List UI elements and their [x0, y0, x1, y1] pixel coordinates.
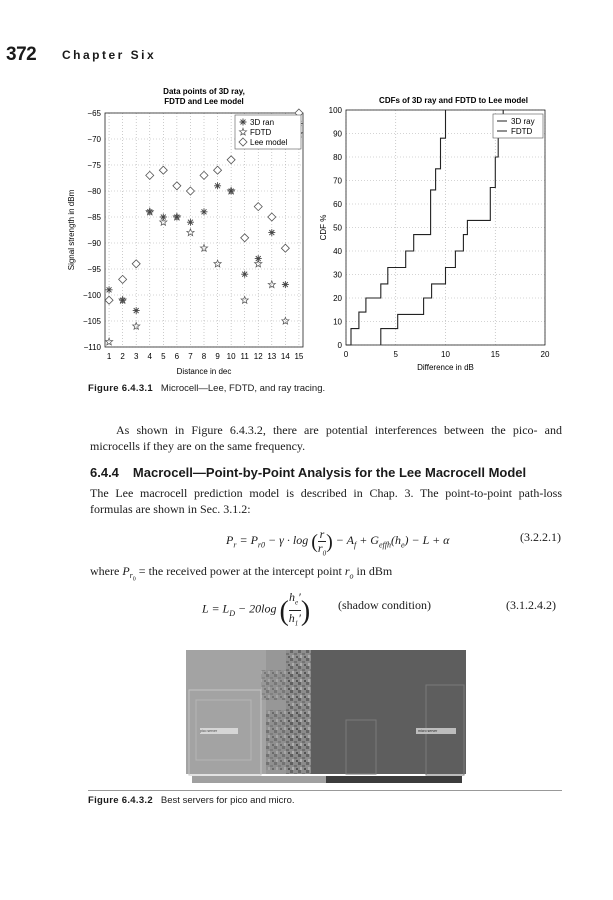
- legend-label: 3D ran: [250, 118, 275, 127]
- x-tick-label: 2: [120, 352, 125, 361]
- data-point: [227, 156, 235, 164]
- page-number: 372: [6, 44, 37, 65]
- figure-2-caption: [88, 795, 295, 806]
- data-point: [146, 171, 154, 179]
- data-point: [214, 182, 221, 189]
- y-tick-label: 60: [333, 200, 342, 209]
- data-point: [187, 219, 194, 226]
- figure-1-caption: [88, 383, 325, 394]
- inset-label-left: pico server: [200, 729, 218, 733]
- y-tick-label: −85: [87, 213, 101, 222]
- figure-2-rule: [88, 790, 562, 791]
- equation-2-number: (3.1.2.4.2): [506, 598, 556, 612]
- x-tick-label: 11: [240, 352, 249, 361]
- scatter-title: FDTD and Lee model: [164, 97, 244, 106]
- x-tick-label: 1: [106, 352, 112, 361]
- equation-3-1-2-4-2: $L = L_D - 20\log$ ( $\frac{h_e'}{h_1'}$ ): [202, 590, 311, 628]
- paragraph-2: The Lee macrocell prediction model is described in Chap. 3. The point-to-point path-loss formulas are shown in Sec. 3.1.2:: [90, 486, 562, 516]
- section-heading: [90, 465, 526, 480]
- figure-2-label: Figure 6.4.3.2: [88, 795, 153, 806]
- x-tick-label: 15: [490, 350, 500, 359]
- y-tick-label: 100: [328, 106, 342, 115]
- x-tick-label: 15: [294, 352, 304, 361]
- data-point: [281, 244, 289, 252]
- data-point: [105, 296, 113, 304]
- x-tick-label: 5: [393, 350, 398, 359]
- data-point: [268, 213, 276, 221]
- figure-1-label: Figure 6.4.3.1: [88, 383, 153, 394]
- y-tick-label: 70: [333, 176, 342, 186]
- cdf-chart: [319, 96, 550, 372]
- x-tick-label: 3: [133, 352, 139, 361]
- legend-marker: [240, 119, 247, 126]
- scatter-title: Data points of 3D ray,: [163, 87, 245, 96]
- figure-6-4-3-1: [50, 85, 570, 380]
- data-point: [200, 171, 208, 179]
- y-tick-label: 30: [333, 270, 342, 280]
- legend-label: FDTD: [511, 127, 533, 136]
- y-tick-label: −105: [82, 317, 101, 326]
- data-point: [159, 166, 167, 174]
- data-point: [241, 271, 248, 278]
- legend-label: Lee model: [250, 138, 288, 147]
- x-axis-label: Difference in dB: [417, 363, 474, 372]
- y-tick-label: 80: [333, 153, 342, 162]
- chapter-header: Chapter Six: [62, 48, 157, 62]
- y-tick-label: 10: [333, 317, 342, 327]
- scatter-chart: [67, 87, 304, 376]
- data-point: [241, 234, 249, 242]
- where-rest: = the received power at the intercept point: [135, 564, 342, 578]
- y-tick-label: −80: [87, 187, 101, 196]
- x-axis-label: Distance in dec: [176, 367, 232, 376]
- paragraph-1: As shown in Figure 6.4.3.2, there are potential interferences between the pico- and microcells if they are on the same frequency.: [90, 423, 562, 453]
- data-point: [254, 203, 262, 211]
- y-tick-label: −95: [87, 265, 101, 274]
- data-point: [214, 166, 222, 174]
- figure-6-4-3-2-image: [186, 650, 466, 785]
- data-point: [186, 187, 194, 195]
- x-tick-label: 10: [441, 350, 450, 359]
- y-tick-label: −110: [83, 343, 101, 352]
- y-tick-label: −70: [87, 135, 101, 144]
- equation-2-condition: (shadow condition): [338, 598, 431, 612]
- x-tick-label: 20: [540, 350, 550, 359]
- data-point: [160, 214, 167, 221]
- data-point: [133, 307, 140, 314]
- y-tick-label: 40: [333, 247, 342, 256]
- section-title: Macrocell—Point-by-Point Analysis for the Lee Macrocell Model: [132, 465, 527, 480]
- y-tick-label: 50: [333, 223, 342, 233]
- inset-label-right: micro server: [418, 729, 438, 733]
- data-point: [187, 229, 194, 236]
- x-tick-label: 0: [343, 350, 349, 359]
- where-tail: in dBm: [356, 564, 393, 578]
- where-prefix: where: [90, 564, 120, 578]
- x-tick-label: 5: [161, 352, 166, 361]
- y-axis-label: Signal strength in dBm: [67, 189, 76, 271]
- data-point: [119, 275, 127, 283]
- figure-2-caption-text: Best servers for pico and micro.: [160, 795, 295, 806]
- legend-label: 3D ray: [511, 117, 535, 126]
- equation-3-2-2-1: $P_r = P_{r0} - \gamma \cdot \log$ ( $\frac{r}{r_0}$ ) − $A_f + G_{effh}(h_e) - L + \alpha$: [226, 527, 450, 558]
- data-point: [132, 260, 140, 268]
- y-tick-label: 90: [333, 129, 342, 139]
- data-point: [173, 182, 181, 190]
- equation-1-number: (3.2.2.1): [520, 530, 561, 544]
- y-tick-label: −90: [87, 239, 101, 248]
- y-tick-label: 0: [337, 341, 342, 350]
- x-tick-label: 6: [174, 352, 180, 361]
- where-line: where $P_{r_0}$ = the received power at the intercept point $r_o$ in dBm: [90, 564, 393, 583]
- x-tick-label: 9: [215, 352, 220, 361]
- x-tick-label: 8: [201, 352, 207, 361]
- figure-1-caption-text: Microcell—Lee, FDTD, and ray tracing.: [160, 383, 326, 394]
- x-tick-label: 13: [267, 352, 277, 361]
- y-tick-label: −75: [87, 161, 101, 170]
- data-point: [106, 286, 113, 293]
- data-point: [268, 229, 275, 236]
- y-tick-label: −100: [82, 291, 101, 300]
- x-tick-label: 12: [253, 352, 263, 361]
- cdf-title: CDFs of 3D ray and FDTD to Lee model: [379, 96, 528, 105]
- section-number: 6.4.4: [90, 465, 119, 480]
- y-axis-label: CDF %: [319, 214, 328, 241]
- x-tick-label: 7: [188, 352, 193, 361]
- x-tick-label: 10: [226, 352, 236, 361]
- data-point: [282, 281, 289, 288]
- y-tick-label: −65: [87, 109, 101, 118]
- legend-label: FDTD: [250, 128, 272, 137]
- data-point: [201, 208, 208, 215]
- y-tick-label: 20: [333, 294, 342, 303]
- x-tick-label: 14: [280, 352, 290, 361]
- x-tick-label: 4: [147, 352, 152, 361]
